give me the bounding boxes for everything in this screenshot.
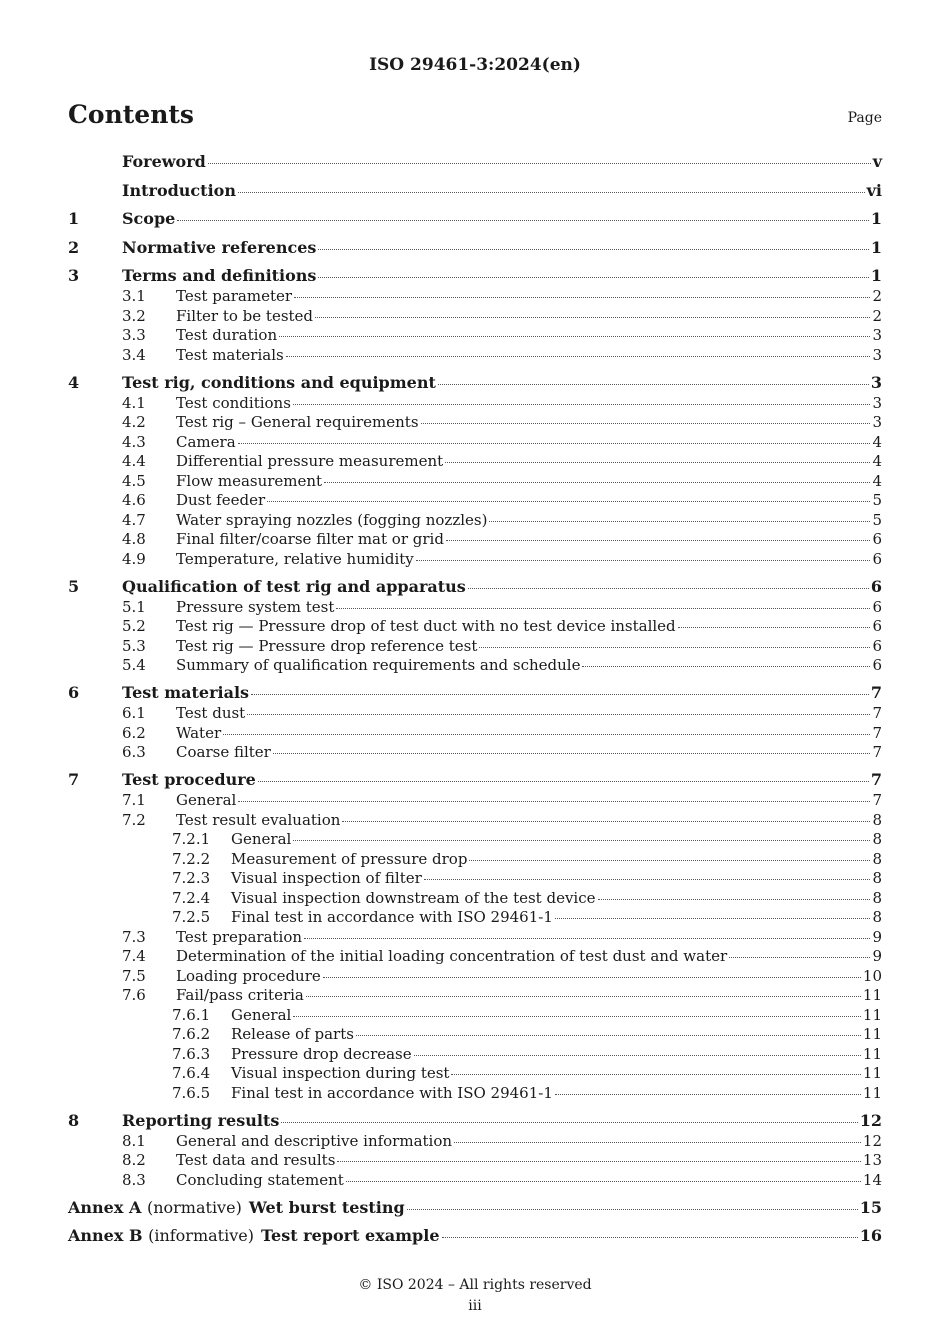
annex-type-note: (normative) (146, 1197, 242, 1217)
annex-prefix: Annex B (68, 1226, 143, 1245)
toc-entry-page: 10 (862, 966, 882, 985)
dot-leader (177, 219, 869, 221)
toc-entry-number: 5 (68, 576, 80, 596)
toc-entry-number: 7.6 (122, 986, 146, 1004)
toc-entry-label: Test materials (176, 345, 284, 364)
toc-entry[interactable] (68, 1006, 882, 1026)
toc-entry-label: Coarse filter (176, 743, 271, 761)
toc-entry-page: 15 (859, 1197, 882, 1217)
toc-entry-label: Test rig — Pressure drop of test duct with no test device installed (176, 617, 676, 635)
toc-entry-label: Test conditions (176, 393, 291, 412)
toc-entry[interactable] (68, 617, 882, 637)
dot-leader (223, 733, 870, 735)
toc-entry-number: 8.3 (122, 1170, 146, 1189)
toc-entry-label: Release of parts (231, 1025, 354, 1043)
toc-entry-label: Flow measurement (176, 471, 323, 490)
toc-entry-number: 7.2.2 (172, 849, 211, 868)
toc-entry-page: 6 (872, 617, 882, 635)
toc-entry-label: Camera (176, 432, 236, 451)
toc-entry-number: 4 (68, 372, 80, 392)
toc-entry-page: 11 (862, 1005, 882, 1024)
toc-entry[interactable] (68, 830, 882, 850)
toc-entry-label: Visual inspection downstream of the test device (231, 888, 596, 907)
toc-entry-label: Scope (122, 209, 176, 228)
toc-entry-number: 3.4 (122, 345, 146, 364)
toc-entry[interactable] (68, 413, 882, 433)
dot-leader (281, 1121, 857, 1123)
toc-entry-number: 7.5 (122, 966, 146, 985)
toc-entry[interactable] (68, 908, 882, 928)
toc-entry-page: 6 (872, 597, 882, 616)
toc-entry[interactable] (68, 452, 882, 472)
toc-entry-page: 2 (872, 306, 882, 325)
toc-entry-number: 4.8 (122, 530, 146, 548)
dot-leader (342, 820, 870, 822)
toc-entry-page: 7 (870, 770, 882, 789)
toc-entry[interactable] (68, 577, 882, 598)
toc-entry-label: Test dust (176, 704, 246, 722)
toc-entry-page: 8 (872, 908, 882, 926)
toc-entry-number: 4.6 (122, 491, 146, 509)
toc-entry-page: 9 (872, 927, 882, 946)
toc-entry-label: Filter to be tested (176, 306, 314, 325)
toc-entry-number: 7.2.1 (172, 830, 211, 848)
toc-entry-number: 5.1 (122, 597, 146, 616)
toc-entry-number: 7.1 (122, 791, 146, 809)
toc-entry[interactable] (68, 869, 882, 889)
toc-entry[interactable] (68, 181, 882, 202)
toc-entry[interactable] (68, 850, 882, 870)
toc-entry[interactable] (68, 307, 882, 327)
dot-leader (293, 839, 870, 841)
toc-entry[interactable] (68, 704, 882, 724)
toc-entry-page: 7 (870, 683, 882, 702)
toc-entry-page: 3 (872, 393, 882, 412)
toc-entry-number: 7.2.3 (172, 869, 211, 887)
dot-leader (424, 878, 871, 880)
toc-entry-page: 4 (872, 432, 882, 451)
toc-entry[interactable] (68, 1132, 882, 1152)
dot-leader (729, 956, 870, 958)
toc-entry-label: Test materials (122, 683, 250, 702)
toc-entry-page: vi (866, 180, 882, 200)
dot-leader (346, 1180, 861, 1182)
toc-entry-number: 8 (68, 1110, 80, 1130)
toc-entry-number: 3 (68, 266, 80, 285)
toc-entry-number: 4.9 (122, 549, 146, 568)
toc-entry-label: Test data and results (176, 1151, 336, 1169)
toc-entry[interactable] (68, 770, 882, 791)
toc-entry-label (68, 1198, 405, 1217)
toc-entry-label: Visual inspection of filter (231, 869, 422, 887)
dot-leader (238, 442, 871, 444)
toc-entry-number: 7.4 (122, 947, 146, 965)
dot-leader (306, 995, 861, 997)
toc-entry-number: 6 (68, 683, 80, 702)
toc-entry-page: 7 (872, 743, 882, 761)
dot-leader (208, 162, 871, 164)
toc-entry-label: General (231, 830, 292, 848)
toc-entry-label: Test procedure (122, 770, 256, 789)
toc-entry[interactable] (68, 1198, 882, 1219)
toc-entry-page: 3 (872, 345, 882, 364)
toc-entry-page: 2 (872, 287, 882, 305)
toc-entry[interactable] (68, 346, 882, 366)
toc-entry-label: Final test in accordance with ISO 29461-1 (231, 1083, 553, 1102)
page-column-label: Page (847, 110, 882, 126)
dot-leader (414, 1054, 861, 1056)
toc-entry-page: 12 (859, 1110, 882, 1130)
dot-leader (273, 752, 871, 754)
dot-leader (582, 665, 870, 667)
dot-leader (407, 1208, 858, 1210)
toc-entry[interactable] (68, 394, 882, 414)
toc-entry-label: Terms and definitions (122, 266, 317, 285)
dot-leader (678, 626, 871, 628)
toc-entry-page: 14 (862, 1170, 882, 1189)
toc-entry[interactable] (68, 511, 882, 531)
table-of-contents (68, 152, 882, 1247)
toc-entry[interactable] (68, 1151, 882, 1171)
toc-entry-page: 11 (862, 1044, 882, 1063)
toc-entry[interactable] (68, 683, 882, 704)
dot-leader (293, 403, 871, 405)
annex-title: Wet burst testing (248, 1197, 405, 1217)
dot-leader (438, 383, 869, 385)
toc-entry-label: Qualification of test rig and apparatus (122, 576, 466, 596)
toc-entry-page: 8 (872, 869, 882, 887)
toc-entry[interactable] (68, 1171, 882, 1191)
toc-entry[interactable] (68, 1025, 882, 1045)
toc-entry-label: Normative references (122, 237, 317, 257)
toc-entry-label: Introduction (122, 180, 236, 200)
toc-entry-number: 4.7 (122, 510, 146, 529)
toc-entry-number: 8.2 (122, 1151, 146, 1169)
toc-entry[interactable] (68, 433, 882, 453)
toc-entry-page: 3 (870, 372, 882, 392)
toc-entry-label: Dust feeder (176, 491, 266, 509)
toc-entry-page: 12 (862, 1131, 882, 1150)
toc-entry-label: Loading procedure (176, 966, 321, 985)
toc-entry[interactable] (68, 530, 882, 550)
toc-entry-number: 7.2.4 (172, 888, 211, 907)
copyright-notice: © ISO 2024 – All rights reserved (358, 1277, 592, 1293)
dot-leader (356, 1034, 861, 1036)
toc-entry-page: 4 (872, 471, 882, 490)
toc-entry-page: 6 (872, 530, 882, 548)
dot-leader (555, 1093, 861, 1095)
toc-entry-number: 6.2 (122, 723, 146, 742)
toc-entry-page: 11 (862, 986, 882, 1004)
toc-entry-page: 4 (872, 452, 882, 470)
toc-entry-label: General and descriptive information (176, 1131, 453, 1150)
toc-entry-number: 7.2.5 (172, 908, 211, 926)
toc-entry[interactable] (68, 326, 882, 346)
toc-entry-page: 7 (872, 723, 882, 742)
toc-entry-number: 6.3 (122, 743, 146, 761)
toc-entry-label: Test rig — Pressure drop reference test (176, 636, 478, 655)
toc-entry-label: General (176, 791, 237, 809)
toc-entry-number: 6.1 (122, 704, 146, 722)
dot-leader (421, 422, 871, 424)
toc-entry-number: 3.1 (122, 287, 146, 305)
dot-leader (286, 355, 871, 357)
toc-entry[interactable] (68, 550, 882, 570)
toc-entry[interactable] (68, 656, 882, 676)
toc-entry-page: 1 (870, 209, 882, 228)
annex-type-note: (informative) (148, 1226, 254, 1245)
toc-entry-label: Final test in accordance with ISO 29461-1 (231, 908, 553, 926)
toc-entry-page: 6 (872, 549, 882, 568)
toc-entry[interactable] (68, 491, 882, 511)
toc-entry[interactable] (68, 889, 882, 909)
toc-entry[interactable] (68, 811, 882, 831)
toc-entry[interactable] (68, 373, 882, 394)
toc-entry-label: Water spraying nozzles (fogging nozzles) (176, 510, 488, 529)
toc-entry[interactable] (68, 947, 882, 967)
document-header: ISO 29461-3:2024(en) (369, 55, 581, 75)
toc-entry[interactable] (68, 1045, 882, 1065)
toc-entry[interactable] (68, 1064, 882, 1084)
dot-leader (294, 296, 870, 298)
dot-leader (416, 559, 871, 561)
toc-entry-label: Test duration (176, 326, 278, 344)
toc-entry-label: Pressure system test (176, 597, 335, 616)
toc-entry-label: Differential pressure measurement (176, 452, 444, 470)
toc-entry-label: Test rig, conditions and equipment (122, 372, 436, 392)
toc-entry-page: 8 (872, 830, 882, 848)
toc-entry-number: 4.3 (122, 432, 146, 451)
toc-entry-label: Fail/pass criteria (176, 986, 304, 1004)
toc-entry-label: Test rig – General requirements (176, 413, 419, 431)
dot-leader (238, 191, 865, 193)
toc-entry-number: 7 (68, 770, 80, 789)
dot-leader (337, 1160, 861, 1162)
toc-entry-page: 6 (872, 636, 882, 655)
dot-leader (446, 539, 871, 541)
toc-entry[interactable] (68, 1226, 882, 1247)
toc-entry[interactable] (68, 928, 882, 948)
toc-entry-number: 3.3 (122, 326, 146, 344)
page-number: iii (468, 1298, 482, 1314)
toc-entry-page: 8 (872, 888, 882, 907)
toc-entry[interactable] (68, 238, 882, 259)
toc-entry-label (68, 1226, 440, 1245)
toc-entry-label: Water (176, 723, 222, 742)
page-title: Contents (68, 100, 195, 129)
toc-entry-page: 5 (872, 510, 882, 529)
dot-leader (238, 800, 870, 802)
toc-entry-number: 7.6.4 (172, 1064, 211, 1082)
toc-entry[interactable] (68, 598, 882, 618)
toc-entry-label: Foreword (122, 152, 206, 171)
toc-entry[interactable] (68, 791, 882, 811)
toc-entry-label: Pressure drop decrease (231, 1044, 412, 1063)
dot-leader (445, 461, 870, 463)
toc-entry[interactable] (68, 287, 882, 307)
dot-leader (489, 520, 870, 522)
toc-entry-page: 11 (862, 1064, 882, 1082)
toc-entry-page: 1 (870, 237, 882, 257)
toc-entry-label: Temperature, relative humidity (176, 549, 414, 568)
dot-leader (324, 481, 870, 483)
toc-entry-page: 6 (870, 576, 882, 596)
toc-entry-number: 3.2 (122, 306, 146, 325)
toc-entry-page: 8 (872, 810, 882, 829)
toc-entry-number: 4.1 (122, 393, 146, 412)
dot-leader (454, 1141, 861, 1143)
toc-entry-page: 16 (859, 1226, 882, 1245)
dot-leader (598, 898, 871, 900)
toc-entry-page: 8 (872, 849, 882, 868)
dot-leader (279, 335, 870, 337)
toc-entry-label: Test result evaluation (176, 810, 341, 829)
toc-entry[interactable] (68, 986, 882, 1006)
toc-entry-number: 5.3 (122, 636, 146, 655)
toc-entry-label: Final filter/coarse filter mat or grid (176, 530, 444, 548)
annex-title: Test report example (260, 1226, 440, 1245)
toc-entry-number: 4.4 (122, 452, 146, 470)
dot-leader (304, 937, 870, 939)
toc-entry-label: General (231, 1005, 292, 1024)
annex-prefix: Annex A (68, 1197, 142, 1217)
toc-entry-page: 5 (872, 491, 882, 509)
toc-entry[interactable] (68, 152, 882, 173)
toc-entry-page: 7 (872, 791, 882, 809)
toc-entry[interactable] (68, 967, 882, 987)
dot-leader (247, 713, 870, 715)
toc-entry-label: Summary of qualification requirements and schedule (176, 656, 581, 674)
toc-entry-label: Measurement of pressure drop (231, 849, 468, 868)
toc-entry-page: 3 (872, 413, 882, 431)
toc-entry-number: 4.5 (122, 471, 146, 490)
toc-entry-number: 7.6.5 (172, 1083, 211, 1102)
dot-leader (251, 693, 869, 695)
toc-entry[interactable] (68, 1084, 882, 1104)
toc-entry-page: 7 (872, 704, 882, 722)
toc-entry-number: 1 (68, 209, 80, 228)
dot-leader (469, 859, 870, 861)
toc-entry-number: 5.2 (122, 617, 146, 635)
toc-entry-label: Test preparation (176, 927, 303, 946)
toc-entry-page: 9 (872, 947, 882, 965)
toc-entry-number: 7.2 (122, 810, 146, 829)
dot-leader (318, 248, 868, 250)
toc-entry-label: Visual inspection during test (231, 1064, 450, 1082)
toc-entry-page: 11 (862, 1083, 882, 1102)
dot-leader (451, 1073, 860, 1075)
toc-entry-page: 3 (872, 326, 882, 344)
dot-leader (336, 607, 870, 609)
dot-leader (323, 976, 861, 978)
toc-entry-number: 7.6.3 (172, 1044, 211, 1063)
toc-entry-label: Determination of the initial loading concentration of test dust and water (176, 947, 728, 965)
toc-entry-number: 5.4 (122, 656, 146, 674)
toc-entry[interactable] (68, 1111, 882, 1132)
toc-entry-page: 13 (862, 1151, 882, 1169)
toc-entry-number: 7.6.1 (172, 1005, 211, 1024)
toc-entry-number: 8.1 (122, 1131, 146, 1150)
toc-entry-label: Reporting results (122, 1110, 280, 1130)
toc-entry[interactable] (68, 724, 882, 744)
dot-leader (479, 646, 870, 648)
toc-entry-number: 7.6.2 (172, 1025, 211, 1043)
dot-leader (315, 316, 870, 318)
toc-entry-label: Concluding statement (176, 1170, 344, 1189)
toc-entry[interactable] (68, 266, 882, 287)
toc-entry-page: v (872, 152, 882, 171)
toc-entry-number: 2 (68, 237, 80, 257)
toc-entry[interactable] (68, 209, 882, 230)
toc-entry-label: Test parameter (176, 287, 293, 305)
dot-leader (468, 587, 869, 589)
toc-entry[interactable] (68, 743, 882, 763)
dot-leader (318, 276, 868, 278)
toc-entry-number: 7.3 (122, 927, 146, 946)
toc-entry[interactable] (68, 472, 882, 492)
dot-leader (267, 500, 870, 502)
toc-entry-page: 1 (870, 266, 882, 285)
toc-entry-page: 6 (872, 656, 882, 674)
dot-leader (258, 780, 869, 782)
toc-entry[interactable] (68, 637, 882, 657)
toc-entry-page: 11 (862, 1025, 882, 1043)
dot-leader (555, 917, 871, 919)
toc-entry-number: 4.2 (122, 413, 146, 431)
dot-leader (442, 1236, 858, 1238)
dot-leader (293, 1015, 861, 1017)
